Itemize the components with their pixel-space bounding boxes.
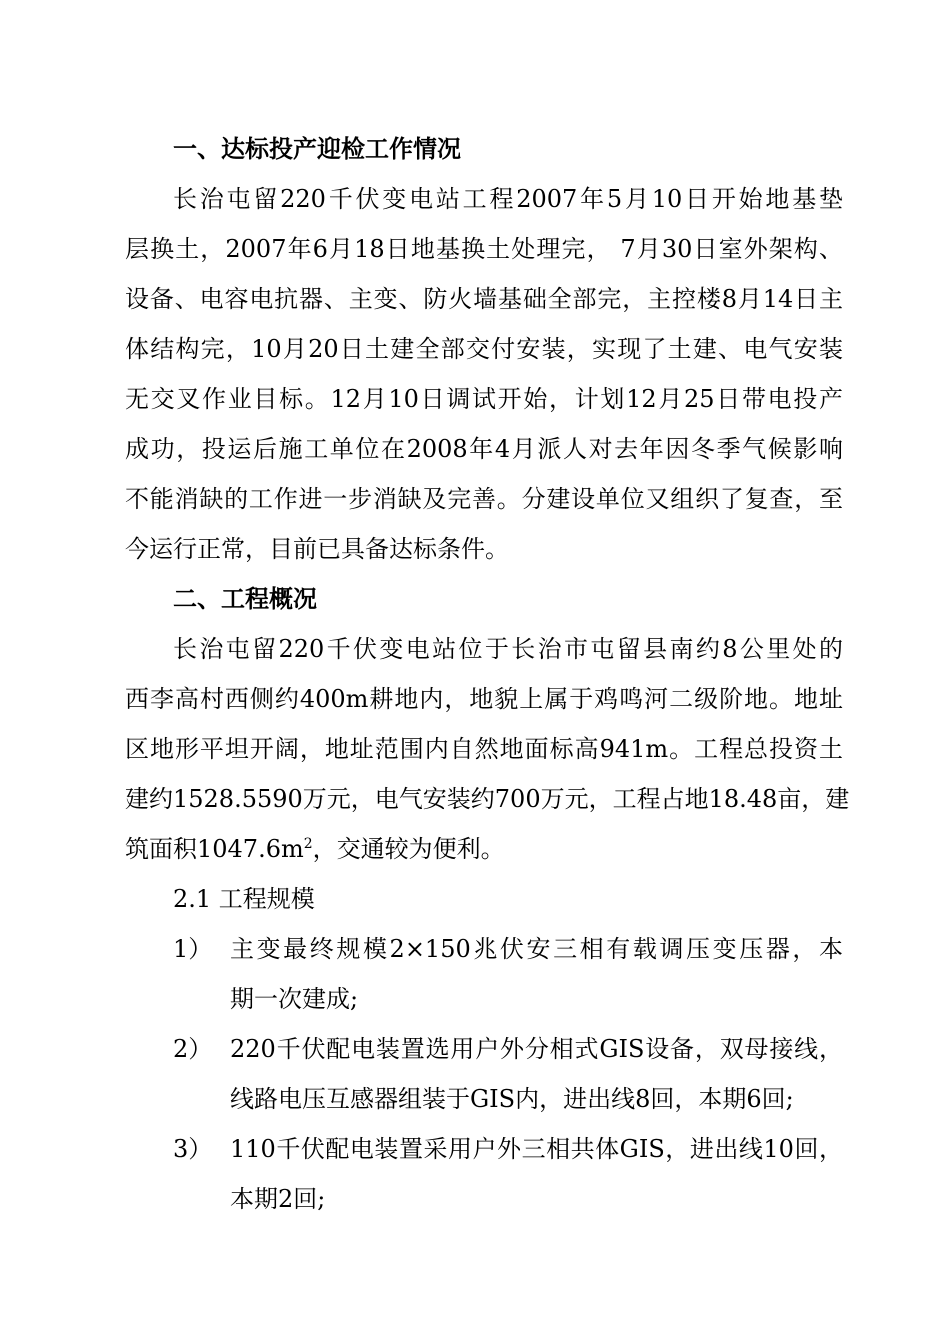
list-item — [125, 1124, 843, 1224]
paragraph-line: 设备、电容电抗器、主变、防火墙基础全部完，主控楼8月14日主 — [125, 285, 843, 313]
list-item-line: 线路电压互感器组装于GIS内，进出线8回，本期6回; — [230, 1085, 794, 1113]
paragraph-line: 体结构完，10月20日土建全部交付安装，实现了土建、电气安装 — [125, 335, 843, 363]
paragraph-2 — [125, 624, 850, 874]
list-item-number: 1） — [173, 935, 213, 963]
paragraph-line — [125, 824, 843, 874]
paragraph-line: 不能消缺的工作进一步消缺及完善。分建设单位又组织了复查，至 — [125, 485, 843, 513]
list-item-number: 3） — [173, 1135, 213, 1163]
area-unit-superscript: 2 — [303, 836, 313, 852]
paragraph-line: 西李高村西侧约400m耕地内，地貌上属于鸡鸣河二级阶地。地址 — [125, 685, 843, 713]
list-item-line: 主变最终规模2×150兆伏安三相有载调压变压器，本 — [230, 935, 843, 963]
paragraph-line: 长治屯留220千伏变电站工程2007年5月10日开始地基垫 — [173, 185, 843, 213]
subsection-title: 2.1 工程规模 — [173, 885, 315, 913]
area-text-tail: ，交通较为便利。 — [312, 835, 505, 863]
list-item-line: 220千伏配电装置选用户外分相式GIS设备，双母接线， — [230, 1035, 843, 1063]
section-heading-1: 一、达标投产迎检工作情况 — [173, 135, 461, 163]
paragraph-line: 长治屯留220千伏变电站位于长治市屯留县南约8公里处的 — [173, 635, 843, 663]
paragraph-line: 建约1528.5590万元，电气安装约700万元，工程占地18.48亩，建 — [125, 785, 850, 813]
paragraph-line: 层换土，2007年6月18日地基换土处理完， 7月30日室外架构、 — [125, 235, 843, 263]
paragraph-1 — [125, 174, 843, 574]
list-item-line: 110千伏配电装置采用户外三相共体GIS，进出线10回， — [230, 1135, 843, 1163]
list-item — [125, 924, 843, 1024]
section-heading-2: 二、工程概况 — [173, 585, 317, 613]
paragraph-line: 成功，投运后施工单位在2008年4月派人对去年因冬季气候影响 — [125, 435, 843, 463]
list-item-number: 2） — [173, 1035, 213, 1063]
paragraph-line: 区地形平坦开阔，地址范围内自然地面标高941m。工程总投资土 — [125, 735, 843, 763]
document-page — [125, 124, 850, 1224]
list-item — [125, 1024, 843, 1124]
list-item-line: 本期2回; — [230, 1185, 326, 1213]
paragraph-line: 无交叉作业目标。12月10日调试开始，计划12月25日带电投产 — [125, 385, 843, 413]
paragraph-line: 今运行正常，目前已具备达标条件。 — [125, 535, 509, 563]
area-text: 筑面积1047.6m — [125, 835, 304, 863]
list-item-line: 期一次建成; — [230, 985, 359, 1013]
